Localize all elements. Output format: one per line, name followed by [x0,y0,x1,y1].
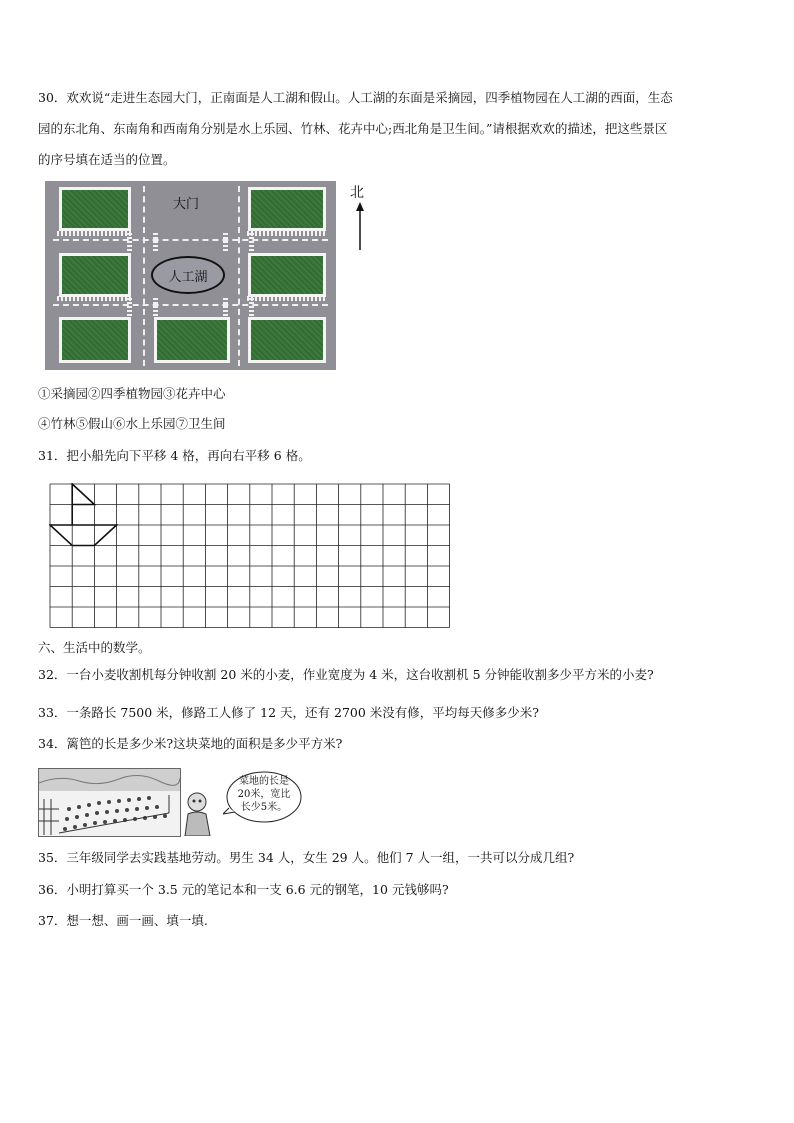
plot-northeast [248,187,326,231]
north-arrow-icon [352,202,368,252]
section-6-title: 六、生活中的数学。 [38,640,151,655]
road-dash [53,304,328,306]
plot-west [59,253,131,297]
question-30-line-3: 的序号填在适当的位置。 [38,152,176,167]
question-30 [38,82,764,175]
plot-southeast [248,317,326,363]
crosswalk [223,298,228,316]
question-33: 33．一条路长 7500 米，修路工人修了 12 天，还有 2700 米没有修，平均每天修多少米? [38,705,539,720]
eco-park-map [45,181,336,370]
plot-southwest [59,317,131,363]
grandpa-icon [180,790,214,836]
question-30-line-2: 园的东北角、东南角和西南角分别是水上乐园、竹林、花卉中心;西北角是卫生间。”请根据欢欢的描述，把这些景区 [38,121,668,136]
crosswalk [249,298,254,316]
crosswalk [127,233,132,251]
question-31: 31．把小船先向下平移 4 格，再向右平移 6 格。 [38,448,311,463]
bubble-line-2: 20米，宽比 [237,789,291,800]
north-label: 北 [350,185,364,201]
road-dash [143,186,145,366]
road-dash [53,239,328,241]
question-32: 32．一台小麦收割机每分钟收割 20 米的小麦，作业宽度为 4 米，这台收割机 5 分钟能收割多少平方米的小麦? [38,667,654,682]
question-30-line-1: 30．欢欢说“走进生态园大门，正南面是人工湖和假山。人工湖的东面是采摘园，四季植物园在人工湖的西面，生态 [38,90,673,105]
question-30-options-2: ④竹林⑤假山⑥水上乐园⑦卫生间 [38,416,226,431]
crosswalk [223,233,228,251]
road-dash [238,186,240,366]
translation-grid [49,483,451,632]
north-indicator [350,182,370,252]
question-35: 35．三年级同学去实践基地劳动。男生 34 人，女生 29 人。他们 7 人一组，一共可以分成几组? [38,850,575,865]
plot-northwest [59,187,131,231]
gate-label: 大门 [173,197,200,212]
bubble-line-3: 长少5米。 [240,802,288,813]
crosswalk [127,298,132,316]
plot-south [154,317,230,363]
question-34: 34．篱笆的长是多少米?这块菜地的面积是多少平方米? [38,736,343,751]
speech-bubble-text [229,775,299,814]
crosswalk [57,231,133,236]
crosswalk [153,233,158,251]
lake-text: 人工湖 [168,269,208,285]
question-37: 37．想一想、画一画、填一填. [38,913,208,928]
boat-icon [50,484,117,546]
bubble-line-1: 菜地的长是 [239,776,289,787]
crosswalk [247,231,327,236]
crosswalk [249,233,254,251]
lake-label [151,256,225,294]
question-36: 36．小明打算买一个 3.5 元的笔记本和一支 6.6 元的钢笔，10 元钱够吗? [38,882,449,897]
plot-east [248,253,326,297]
crosswalk [153,298,158,316]
question-30-options-1: ①采摘园②四季植物园③花卉中心 [38,386,226,401]
grid-svg [49,483,451,629]
vegetable-field-illustration [38,768,181,837]
field-drawing [39,769,180,836]
